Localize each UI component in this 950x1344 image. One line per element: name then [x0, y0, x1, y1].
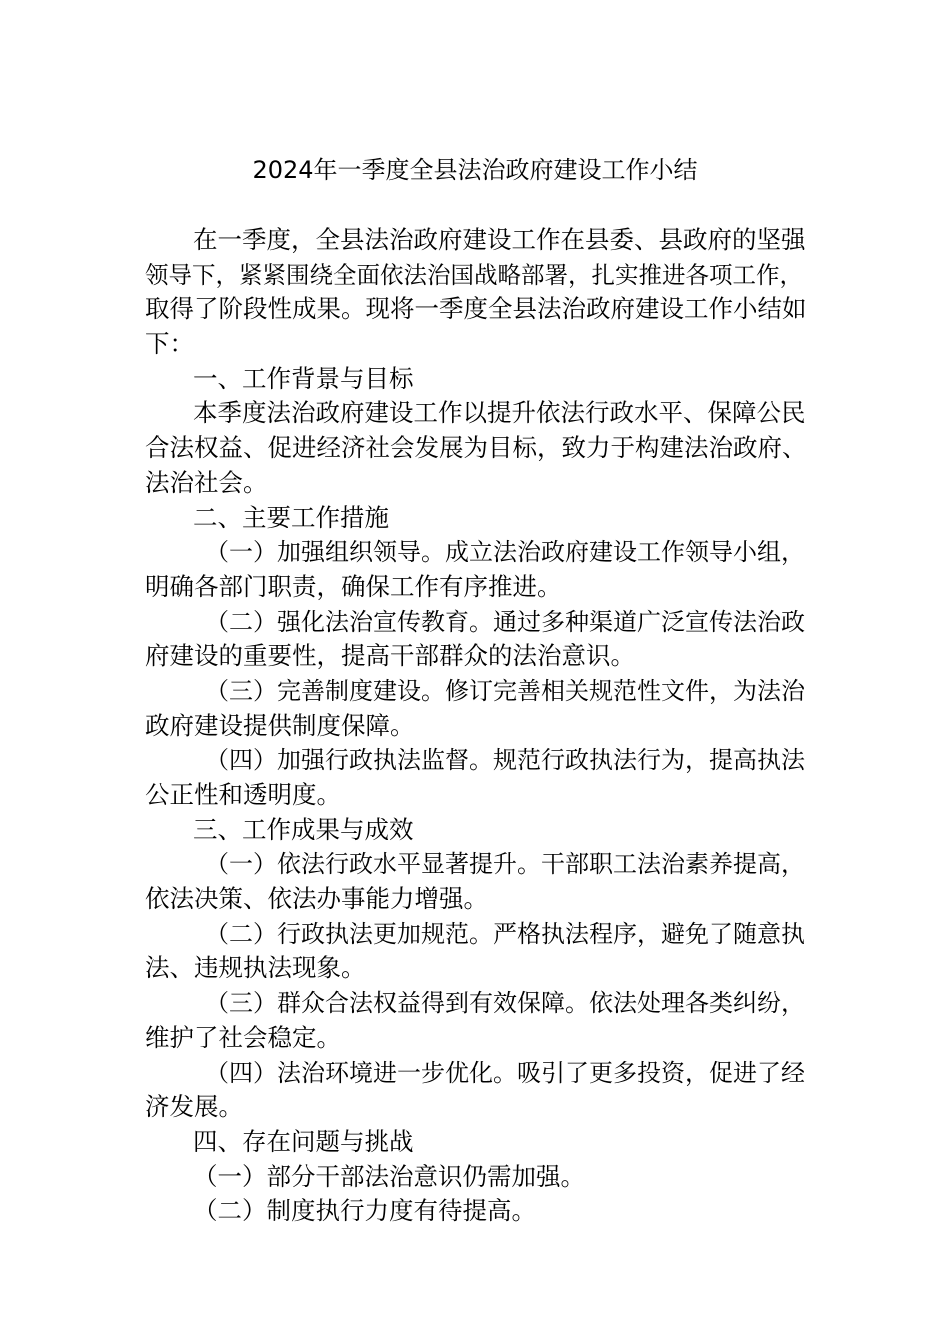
- paragraph-line: 取得了阶段性成果。现将一季度全县法治政府建设工作小结如: [145, 294, 807, 324]
- paragraph-line: （一）部分干部法治意识仍需加强。: [193, 1161, 585, 1191]
- paragraph-line: 二、主要工作措施: [193, 502, 389, 532]
- document-body: [145, 223, 807, 1229]
- paragraph-line: 合法权益、促进经济社会发展为目标，致力于构建法治政府、: [145, 433, 807, 463]
- paragraph-line: （四）加强行政执法监督。规范行政执法行为，提高执法: [205, 746, 805, 775]
- paragraph-line: 四、存在问题与挑战: [193, 1126, 414, 1156]
- paragraph-line: （一）依法行政水平显著提升。干部职工法治素养提高，: [205, 850, 805, 879]
- paragraph-line: 一、工作背景与目标: [193, 363, 414, 393]
- paragraph-line: （二）行政执法更加规范。严格执法程序，避免了随意执: [205, 919, 805, 948]
- paragraph-line: 领导下，紧紧围绕全面依法治国战略部署，扎实推进各项工作，: [145, 260, 803, 289]
- paragraph-line: 在一季度，全县法治政府建设工作在县委、县政府的坚强: [193, 225, 806, 254]
- paragraph-line: （四）法治环境进一步优化。吸引了更多投资，促进了经: [205, 1058, 805, 1087]
- paragraph-line: 政府建设提供制度保障。: [145, 710, 415, 740]
- paragraph-line: 法治社会。: [145, 467, 268, 497]
- paragraph-line: 明确各部门职责，确保工作有序推进。: [145, 571, 562, 601]
- paragraph-line: 法、违规执法现象。: [145, 953, 366, 983]
- paragraph-line: （一）加强组织领导。成立法治政府建设工作领导小组，: [205, 538, 805, 567]
- paragraph-line: 公正性和透明度。: [145, 780, 341, 809]
- paragraph-line: 三、工作成果与成效: [193, 814, 414, 844]
- paragraph-line: （三）群众合法权益得到有效保障。依法处理各类纠纷，: [205, 989, 805, 1018]
- paragraph-line: 维护了社会稳定。: [145, 1022, 341, 1052]
- paragraph-line: 下：: [145, 329, 194, 359]
- paragraph-line: （三）完善制度建设。修订完善相关规范性文件，为法治: [205, 676, 805, 705]
- paragraph-line: 依法决策、依法办事能力增强。: [145, 884, 488, 914]
- paragraph-line: （二）强化法治宣传教育。通过多种渠道广泛宣传法治政: [205, 607, 805, 636]
- paragraph-line: 济发展。: [145, 1092, 243, 1122]
- document-title: 2024年一季度全县法治政府建设工作小结: [252, 156, 698, 184]
- paragraph-line: 本季度法治政府建设工作以提升依法行政水平、保障公民: [193, 398, 806, 428]
- paragraph-line: 府建设的重要性，提高干部群众的法治意识。: [145, 641, 635, 671]
- paragraph-line: （二）制度执行力度有待提高。: [193, 1196, 536, 1226]
